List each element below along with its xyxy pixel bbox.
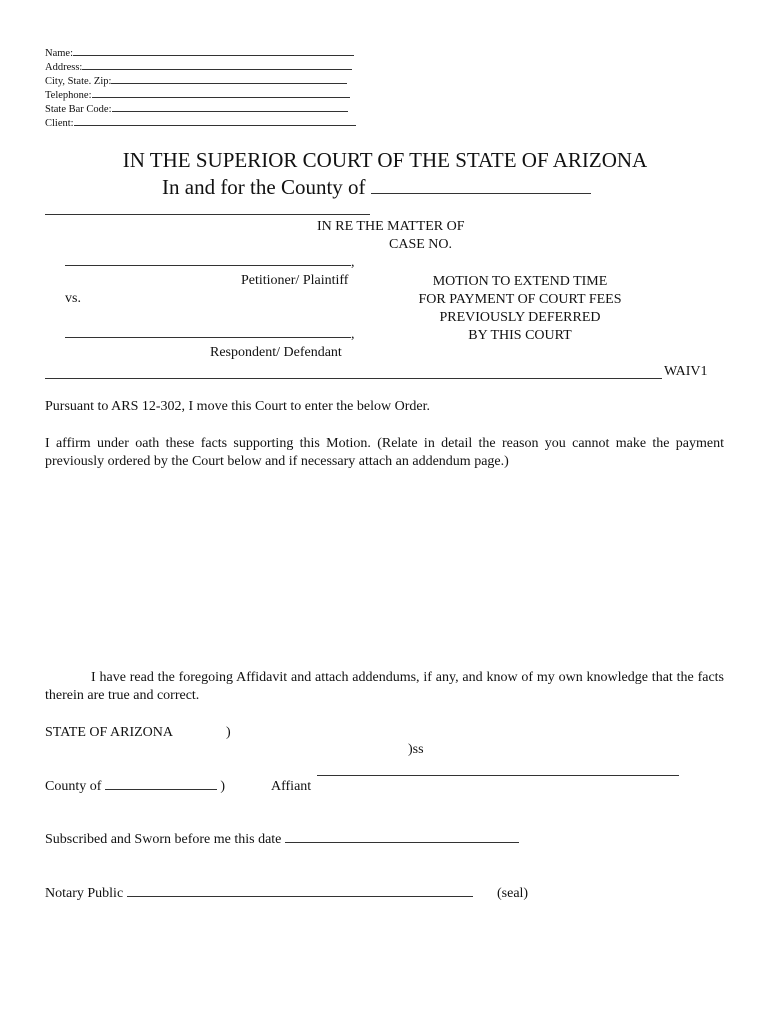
motion-title-line-2: FOR PAYMENT OF COURT FEES [418, 292, 622, 307]
county-of-field [45, 779, 225, 795]
affirm-paragraph: I affirm under oath these facts supporting this Motion. (Relate in detail the reason you cannot make the payment previously ordered by the Court below and if necessary attach an addendum page.) [45, 436, 724, 469]
form-code: WAIV1 [664, 364, 708, 379]
address-line[interactable] [82, 69, 352, 70]
bar-code-field [45, 103, 348, 117]
client-label: Client: [45, 118, 74, 129]
case-no-label: CASE NO. [389, 237, 453, 252]
address-label: Address: [45, 62, 83, 73]
city-label: City, State. Zip: [45, 76, 112, 87]
county-heading [162, 175, 591, 200]
notary-signature-line[interactable] [127, 896, 473, 897]
county-heading-label: In and for the County of [162, 175, 366, 199]
divider-line [45, 214, 370, 215]
vs-label: vs. [65, 291, 81, 306]
respondent-name-line[interactable] [65, 337, 351, 338]
motion-title-line-3: PREVIOUSLY DEFERRED [439, 310, 601, 325]
bar-code-line[interactable] [112, 111, 348, 112]
name-field [45, 47, 354, 61]
telephone-field [45, 89, 350, 103]
seal-label: (seal) [497, 886, 529, 901]
name-line[interactable] [73, 55, 354, 56]
subscribed-field [45, 832, 519, 848]
respondent-comma: , [351, 327, 355, 342]
ss-label: )ss [408, 742, 424, 757]
telephone-label: Telephone: [45, 90, 92, 101]
notary-label: Notary Public [45, 886, 124, 901]
subscribed-date-line[interactable] [285, 842, 519, 843]
affiant-signature-line[interactable] [317, 775, 679, 776]
pursuant-paragraph: Pursuant to ARS 12-302, I move this Court to enter the below Order. [45, 399, 430, 414]
court-title: IN THE SUPERIOR COURT OF THE STATE OF ARIZONA [122, 148, 648, 172]
client-line[interactable] [74, 125, 356, 126]
petitioner-comma: , [351, 255, 355, 270]
petitioner-name-line[interactable] [65, 265, 351, 266]
county-paren: ) [220, 779, 226, 794]
state-paren: ) [226, 725, 231, 740]
county-of-label: County of [45, 779, 102, 794]
name-label: Name: [45, 48, 73, 59]
telephone-line[interactable] [92, 97, 350, 98]
bar-code-label: State Bar Code: [45, 104, 112, 115]
caption-bottom-line [45, 378, 662, 379]
respondent-label: Respondent/ Defendant [210, 345, 342, 360]
subscribed-label: Subscribed and Sworn before me this date [45, 832, 282, 847]
county-of-line[interactable] [105, 789, 217, 790]
motion-title [400, 273, 640, 345]
notary-field [45, 886, 473, 902]
facts-entry-area[interactable] [45, 480, 724, 660]
read-paragraph: I have read the foregoing Affidavit and attach addendums, if any, and know of my own knowledge that the facts therein are true and correct. [45, 670, 724, 703]
affiant-label: Affiant [271, 779, 312, 794]
city-field [45, 75, 347, 89]
client-field [45, 117, 356, 131]
state-of-arizona-label: STATE OF ARIZONA [45, 725, 173, 740]
petitioner-label: Petitioner/ Plaintiff [241, 273, 349, 288]
respondent-name-field [65, 327, 355, 343]
motion-title-line-4: BY THIS COURT [468, 328, 572, 343]
county-heading-line[interactable] [371, 193, 591, 194]
city-line[interactable] [111, 83, 347, 84]
in-re-label: IN RE THE MATTER OF [317, 219, 465, 234]
address-field [45, 61, 352, 75]
petitioner-name-field [65, 255, 355, 271]
motion-title-line-1: MOTION TO EXTEND TIME [432, 274, 608, 289]
